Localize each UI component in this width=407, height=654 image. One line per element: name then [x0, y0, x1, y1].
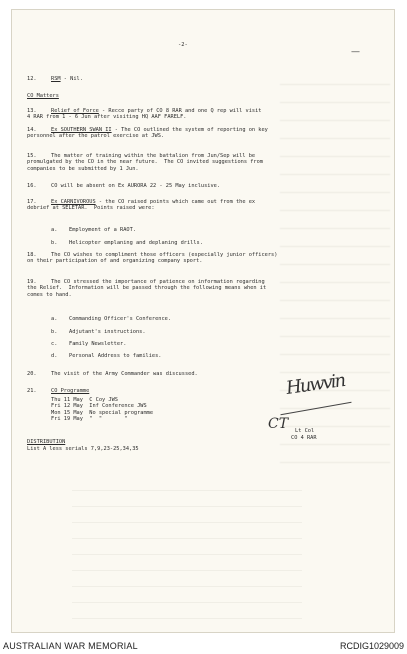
item-text: comes to hand.	[27, 291, 72, 298]
item-title: CO Programme	[51, 388, 90, 394]
sub-item-letter: d.	[51, 353, 58, 359]
footer-institution: AUSTRALIAN WAR MEMORIAL	[3, 641, 138, 651]
item-text-line	[27, 166, 139, 172]
programme-entry: Mon 15 May No special programme	[51, 409, 154, 416]
item-number: 14.	[27, 127, 37, 133]
item-text: The CO wishes to compliment those officers (especially junior officers)	[51, 252, 278, 258]
handwritten-signature: Huwvin	[284, 370, 346, 399]
item-text: 4 RAR from 1 - 6 Jun after visiting HQ AAF FARELF.	[27, 114, 187, 121]
item-number: 18.	[27, 252, 37, 258]
sub-item-text: Personal Address to families.	[69, 353, 162, 359]
item-number: 21.	[27, 388, 37, 394]
item-text: - Recce party of CO 8 RAR and one Q rep will visit	[98, 108, 262, 114]
item-number: 16.	[27, 183, 37, 189]
sub-item-text: Adjutant's instructions.	[69, 329, 146, 335]
item-text: The visit of the Army Commander was discussed.	[51, 371, 198, 377]
item-title: RSM	[51, 76, 61, 82]
item-number: 12.	[27, 76, 37, 82]
item-text: - the CO raised points which came out from the ex	[95, 199, 256, 205]
sub-item-text: Family Newsletter.	[69, 341, 127, 347]
item-number: 15.	[27, 153, 37, 159]
item-text: CO will be absent on Ex AURORA 22 - 25 May inclusive.	[51, 183, 221, 189]
sub-item-text: Helicopter emplaning and deplaning drills.	[69, 240, 203, 246]
item-text-line	[27, 114, 186, 120]
bleed-through-text-lower	[72, 480, 302, 620]
sub-item-letter: a.	[51, 316, 58, 322]
item-title: Relief of Force	[51, 108, 99, 114]
programme-entry: Thu 11 May C Coy JWS	[51, 397, 118, 403]
item-text-line	[51, 183, 220, 189]
sub-item-letter: c.	[51, 341, 58, 347]
sub-item-letter: a.	[51, 227, 58, 233]
signatory-rank: Lt Col	[295, 428, 315, 434]
corner-mark: —	[351, 47, 360, 57]
item-text: on their participation of and organizing company sport.	[27, 258, 203, 265]
item-number: 13.	[27, 108, 37, 114]
item-text: the Relief. Information will be passed through the following means when it	[27, 285, 267, 292]
item-text-line	[27, 133, 164, 139]
programme-entry: Fri 12 May Inf Conference JWS	[51, 403, 147, 410]
distribution-list: List A less serials 7,9,23-25,34,35	[27, 446, 139, 452]
item-text: - The CO outlined the system of reporting on key	[111, 127, 268, 133]
item-title: Ex SOUTHERN SWAN II	[51, 127, 112, 133]
item-text-line	[27, 258, 202, 264]
item-number: 19.	[27, 279, 37, 285]
handwritten-initials: CT	[268, 416, 289, 432]
item-number: 20.	[27, 371, 37, 377]
item-title: Ex CARNIVOROUS	[51, 199, 96, 205]
item-text-line	[51, 388, 89, 394]
item-text: - Nil.	[60, 76, 83, 82]
sub-item-text: Employment of a RAOT.	[69, 227, 136, 233]
item-text: debrief at SELETAR. Points raised were:	[27, 205, 155, 212]
item-text: personnel after the patrol exercise at JWS.	[27, 133, 165, 140]
item-text: promulgated by the CO in the near future. The CO invited suggestions from	[27, 159, 263, 166]
sub-item-letter: b.	[51, 329, 58, 335]
item-text: The CO stressed the importance of patience on information regarding	[51, 279, 265, 285]
sub-item-letter: b.	[51, 240, 58, 246]
signatory-appointment: CO 4 RAR	[291, 435, 317, 441]
sub-item-text: Commanding Officer's Conference.	[69, 316, 172, 322]
item-number: 17.	[27, 199, 37, 205]
item-text-line	[51, 371, 198, 377]
section-heading: CO Matters	[27, 93, 59, 99]
item-text-line	[51, 76, 83, 82]
distribution-heading: DISTRIBUTION	[27, 439, 66, 445]
page-number: -2-	[178, 42, 188, 48]
archive-footer	[0, 638, 407, 654]
footer-reference: RCDIG1029009	[339, 641, 404, 651]
programme-entry: Fri 19 May " " "	[51, 416, 128, 423]
item-text: The matter of training within the battalion from Jun/Sep will be	[51, 153, 256, 159]
item-text: companies to be submitted by 1 Jun.	[27, 165, 139, 172]
item-text-line	[27, 292, 72, 298]
bleed-through-text	[280, 70, 390, 470]
item-text-line	[27, 205, 155, 211]
